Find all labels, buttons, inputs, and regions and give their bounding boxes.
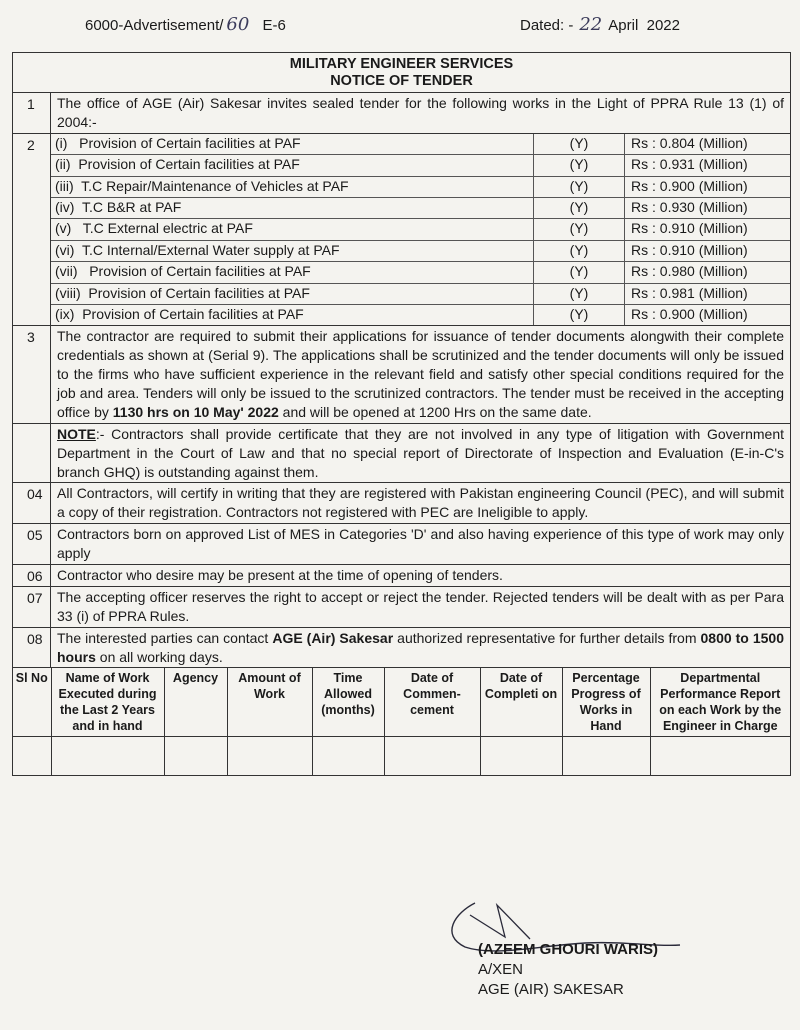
paragraph-text bbox=[51, 326, 790, 422]
credentials-empty-cell bbox=[51, 737, 164, 776]
paragraph-text-part: The interested parties can contact bbox=[57, 629, 273, 646]
credentials-column-header: Departmental Performance Report on each Work by the Engineer in Charge bbox=[650, 668, 790, 737]
contact-hours: 0800 to 1500 hours bbox=[57, 629, 784, 665]
credentials-table bbox=[13, 668, 790, 775]
paragraph-text: All Contractors, will certify in writing that they are registered with Pakistan engineering Council (PEC), and will submit a copy of their registration. Contractors not registered with PEC are Ineligible to apply. bbox=[57, 485, 784, 521]
note-label: NOTE bbox=[57, 425, 96, 442]
credentials-empty-cell bbox=[650, 737, 790, 776]
note-paragraph bbox=[13, 424, 790, 484]
credentials-empty-cell bbox=[562, 737, 650, 776]
paragraph-text: Contractors born on approved List of MES in Categories 'D' and also having experience of this type of work may only apply bbox=[57, 526, 784, 562]
credentials-empty-cell bbox=[13, 737, 51, 776]
paragraph-number: 04 bbox=[13, 483, 51, 523]
paragraph-text-part: The contractor are required to submit their applications for issuance of tender documents alongwith their complete credentials as shown at (Serial 9). The applications shall be scrutinized and the tender documents will only be issued to the firms who have sufficient experience in the relevant field and satisfy other special conditions required for the job and area. Tenders will only be issued to the scrutinized contractors. The tender must be received in the accepting office by bbox=[57, 328, 784, 420]
work-description: (viii) Provision of Certain facilities at PAF bbox=[51, 284, 534, 304]
paragraph-text-part: and will be opened at 1200 Hrs on the same date. bbox=[278, 403, 592, 420]
paragraph-text bbox=[51, 628, 790, 668]
work-description: (vii) Provision of Certain facilities at PAF bbox=[51, 262, 534, 282]
tender-deadline: 1130 hrs on 10 May' 2022 bbox=[112, 403, 279, 420]
paragraph-1 bbox=[13, 93, 790, 134]
title-line-1: MILITARY ENGINEER SERVICES bbox=[289, 56, 514, 72]
credentials-empty-cell bbox=[164, 737, 227, 776]
paragraph-number: 05 bbox=[13, 524, 51, 564]
work-item-row bbox=[51, 155, 790, 176]
work-code: (Y) bbox=[534, 305, 625, 325]
work-estimated-cost: Rs : 0.931 (Million) bbox=[631, 156, 748, 173]
paragraph-number: 2 bbox=[13, 134, 51, 326]
credentials-header-row bbox=[13, 668, 790, 737]
contact-office: AGE (Air) Sakesar bbox=[272, 629, 394, 646]
paragraph-text: The accepting officer reserves the right to accept or reject the tender. Rejected tenders will be dealt with as per Para 33 (i) of PPRA Rules. bbox=[57, 588, 784, 624]
work-code: (Y) bbox=[534, 262, 625, 282]
work-estimated-cost: Rs : 0.900 (Million) bbox=[631, 177, 748, 194]
paragraph-number: 3 bbox=[13, 326, 51, 422]
paragraph-text-part: on all working days. bbox=[95, 648, 223, 665]
paragraph-number-empty bbox=[13, 424, 51, 483]
reference-suffix: E-6 bbox=[262, 17, 286, 34]
note-text bbox=[51, 424, 790, 483]
work-estimated-cost: Rs : 0.980 (Million) bbox=[631, 263, 748, 280]
work-item-row bbox=[51, 219, 790, 240]
credentials-column-header: Date of Completi on bbox=[480, 668, 562, 737]
date-line bbox=[520, 14, 680, 35]
work-item-row bbox=[51, 305, 790, 325]
work-code: (Y) bbox=[534, 155, 625, 175]
work-item-row bbox=[51, 198, 790, 219]
dated-month-year: April 2022 bbox=[608, 17, 680, 34]
credentials-column-header: Amount of Work bbox=[227, 668, 312, 737]
dated-day-handwritten: 22 bbox=[579, 14, 603, 35]
notice-title bbox=[13, 53, 790, 93]
credentials-column-header: Name of Work Executed during the Last 2 Years and in hand bbox=[51, 668, 164, 737]
signature-block bbox=[478, 940, 658, 1000]
note-body: :- Contractors shall provide certificate that they are not involved in any type of litigation with Government Department in the Court of Law and that no special report of Directorate of Inspection and Evaluation (E-in-C's branch GHQ) is outstanding against them. bbox=[57, 425, 784, 480]
credentials-empty-cell bbox=[227, 737, 312, 776]
work-estimated-cost: Rs : 0.900 (Million) bbox=[631, 305, 748, 322]
paragraph-8 bbox=[13, 628, 790, 669]
work-description: (vi) T.C Internal/External Water supply at PAF bbox=[51, 241, 534, 261]
credentials-column-header: Time Allowed (months) bbox=[312, 668, 384, 737]
signatory-office: AGE (AIR) SAKESAR bbox=[478, 981, 624, 998]
work-estimated-cost: Rs : 0.981 (Million) bbox=[631, 284, 748, 301]
work-code: (Y) bbox=[534, 219, 625, 239]
paragraph-6 bbox=[13, 565, 790, 587]
works-list bbox=[13, 134, 790, 327]
paragraph-number: 08 bbox=[13, 628, 51, 668]
work-code: (Y) bbox=[534, 134, 625, 154]
work-description: (i) Provision of Certain facilities at PAF bbox=[51, 134, 534, 154]
reference-number bbox=[85, 14, 286, 35]
work-estimated-cost: Rs : 0.910 (Million) bbox=[631, 241, 748, 258]
work-estimated-cost: Rs : 0.910 (Million) bbox=[631, 220, 748, 237]
dated-label: Dated: - bbox=[520, 17, 574, 34]
signatory-name: (AZEEM GHOURI WARIS) bbox=[478, 941, 658, 958]
works-table bbox=[51, 134, 790, 326]
work-item-row bbox=[51, 241, 790, 262]
work-description: (iv) T.C B&R at PAF bbox=[51, 198, 534, 218]
credentials-column-header: Agency bbox=[164, 668, 227, 737]
reference-handwritten-number: 60 bbox=[226, 14, 250, 35]
work-item-row bbox=[51, 284, 790, 305]
paragraph-4 bbox=[13, 483, 790, 524]
paragraph-number: 06 bbox=[13, 565, 51, 586]
work-description: (ix) Provision of Certain facilities at PAF bbox=[51, 305, 534, 325]
credentials-empty-cell bbox=[480, 737, 562, 776]
title-line-2: NOTICE OF TENDER bbox=[330, 73, 473, 89]
paragraph-3 bbox=[13, 326, 790, 423]
paragraph-number: 07 bbox=[13, 587, 51, 627]
paragraph-5 bbox=[13, 524, 790, 565]
work-estimated-cost: Rs : 0.804 (Million) bbox=[631, 134, 748, 151]
work-code: (Y) bbox=[534, 241, 625, 261]
work-item-row bbox=[51, 134, 790, 155]
document-header bbox=[0, 8, 800, 38]
work-code: (Y) bbox=[534, 198, 625, 218]
paragraph-text-part: authorized representative for further details from bbox=[393, 629, 701, 646]
credentials-empty-row bbox=[13, 737, 790, 776]
paragraph-text: The office of AGE (Air) Sakesar invites sealed tender for the following works in the Light of PPRA Rule 13 (1) of 2004:- bbox=[57, 95, 784, 130]
work-estimated-cost: Rs : 0.930 (Million) bbox=[631, 198, 748, 215]
work-description: (ii) Provision of Certain facilities at PAF bbox=[51, 155, 534, 175]
work-item-row bbox=[51, 177, 790, 198]
reference-prefix: 6000-Advertisement/ bbox=[85, 17, 224, 34]
credentials-empty-cell bbox=[312, 737, 384, 776]
credentials-column-header: Date of Commen-cement bbox=[384, 668, 480, 737]
paragraph-text: Contractor who desire may be present at the time of opening of tenders. bbox=[57, 566, 503, 583]
tender-notice bbox=[12, 52, 791, 776]
credentials-column-header: Percentage Progress of Works in Hand bbox=[562, 668, 650, 737]
work-item-row bbox=[51, 262, 790, 283]
work-code: (Y) bbox=[534, 284, 625, 304]
work-code: (Y) bbox=[534, 177, 625, 197]
paragraph-number: 1 bbox=[13, 93, 51, 133]
signatory-designation: A/XEN bbox=[478, 961, 524, 978]
work-description: (iii) T.C Repair/Maintenance of Vehicles at PAF bbox=[51, 177, 534, 197]
credentials-column-header: Sl No bbox=[13, 668, 51, 737]
credentials-empty-cell bbox=[384, 737, 480, 776]
paragraph-7 bbox=[13, 587, 790, 628]
work-description: (v) T.C External electric at PAF bbox=[51, 219, 534, 239]
